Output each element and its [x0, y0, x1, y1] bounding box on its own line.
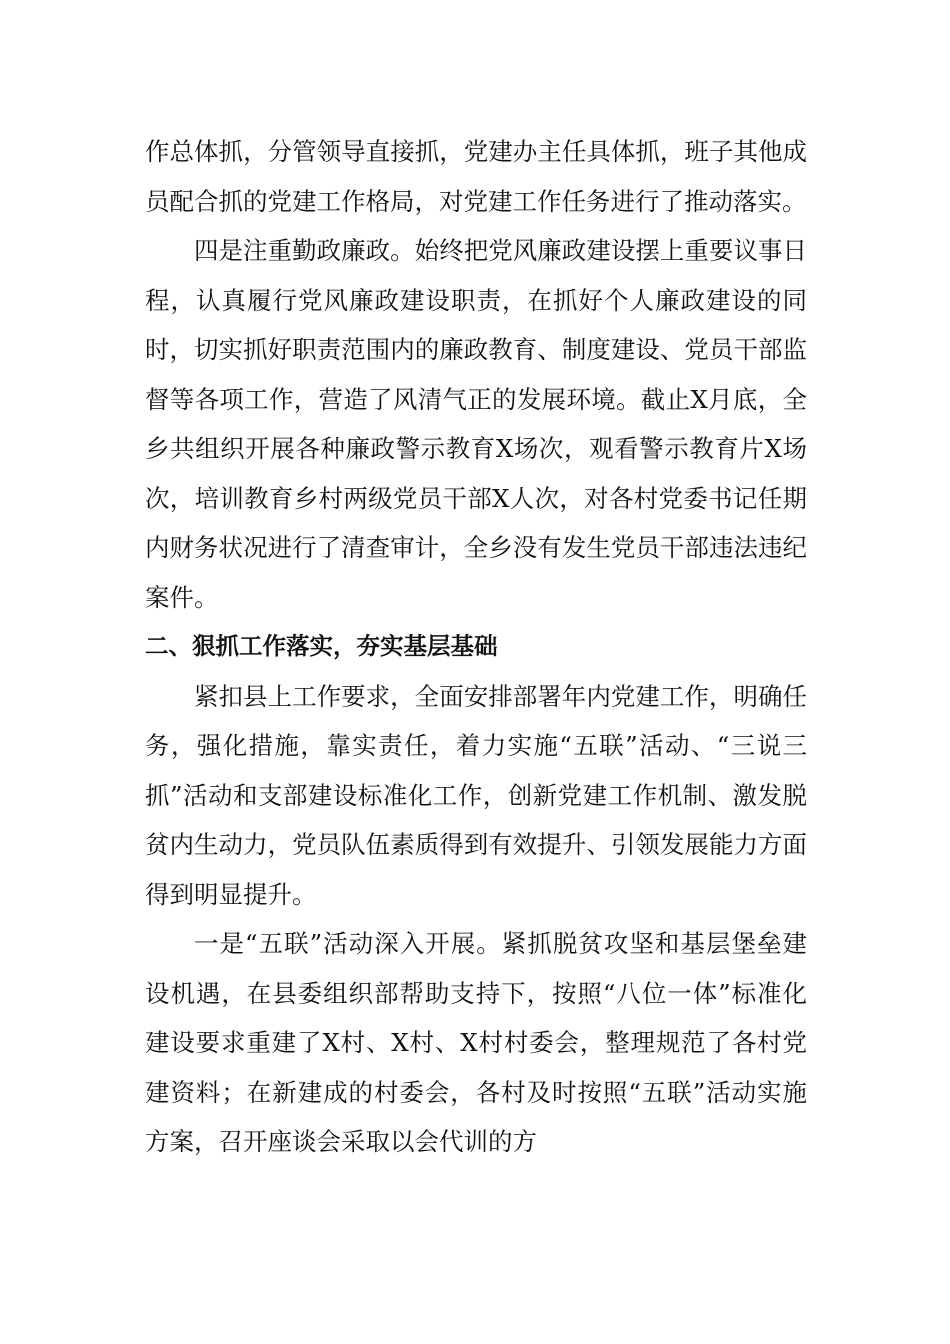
- section-heading: 二、狠抓工作落实，夯实基层基础: [145, 632, 498, 660]
- paragraph-section-intro: 紧扣县上工作要求，全面安排部署年内党建工作，明确任务，强化措施，靠实责任，着力实施“五联”活动、“三说三抓”活动和支部建设标准化工作，创新党建工作机制、激发脱贫内生动力，党员队伍素质得到有效提升、引领发展能力方面得到明显提升。: [145, 681, 807, 909]
- paragraph-five-links: 一是“五联”活动深入开展。紧抓脱贫攻坚和基层堡垒建设机遇，在县委组织部帮助支持下，按照“八位一体”标准化建设要求重建了X村、X村、X村村委会，整理规范了各村党建资料；在新建成的村委会，各村及时按照“五联”活动实施方案，召开座谈会采取以会代训的方: [145, 929, 807, 1156]
- document-page: [145, 127, 807, 1167]
- paragraph-integrity: 四是注重勤政廉政。始终把党风廉政建设摆上重要议事日程，认真履行党风廉政建设职责，在抓好个人廉政建设的同时，切实抓好职责范围内的廉政教育、制度建设、党员干部监督等各项工作，营造了风清气正的发展环境。截止X月底，全乡共组织开展各种廉政警示教育X场次，观看警示教育片X场次，培训教育乡村两级党员干部X人次，对各村党委书记任期内财务状况进行了清查审计，全乡没有发生党员干部违法违纪案件。: [145, 236, 807, 612]
- paragraph-continuation: 作总体抓，分管领导直接抓，党建办主任具体抓，班子其他成员配合抓的党建工作格局，对党建工作任务进行了推动落实。: [145, 137, 807, 216]
